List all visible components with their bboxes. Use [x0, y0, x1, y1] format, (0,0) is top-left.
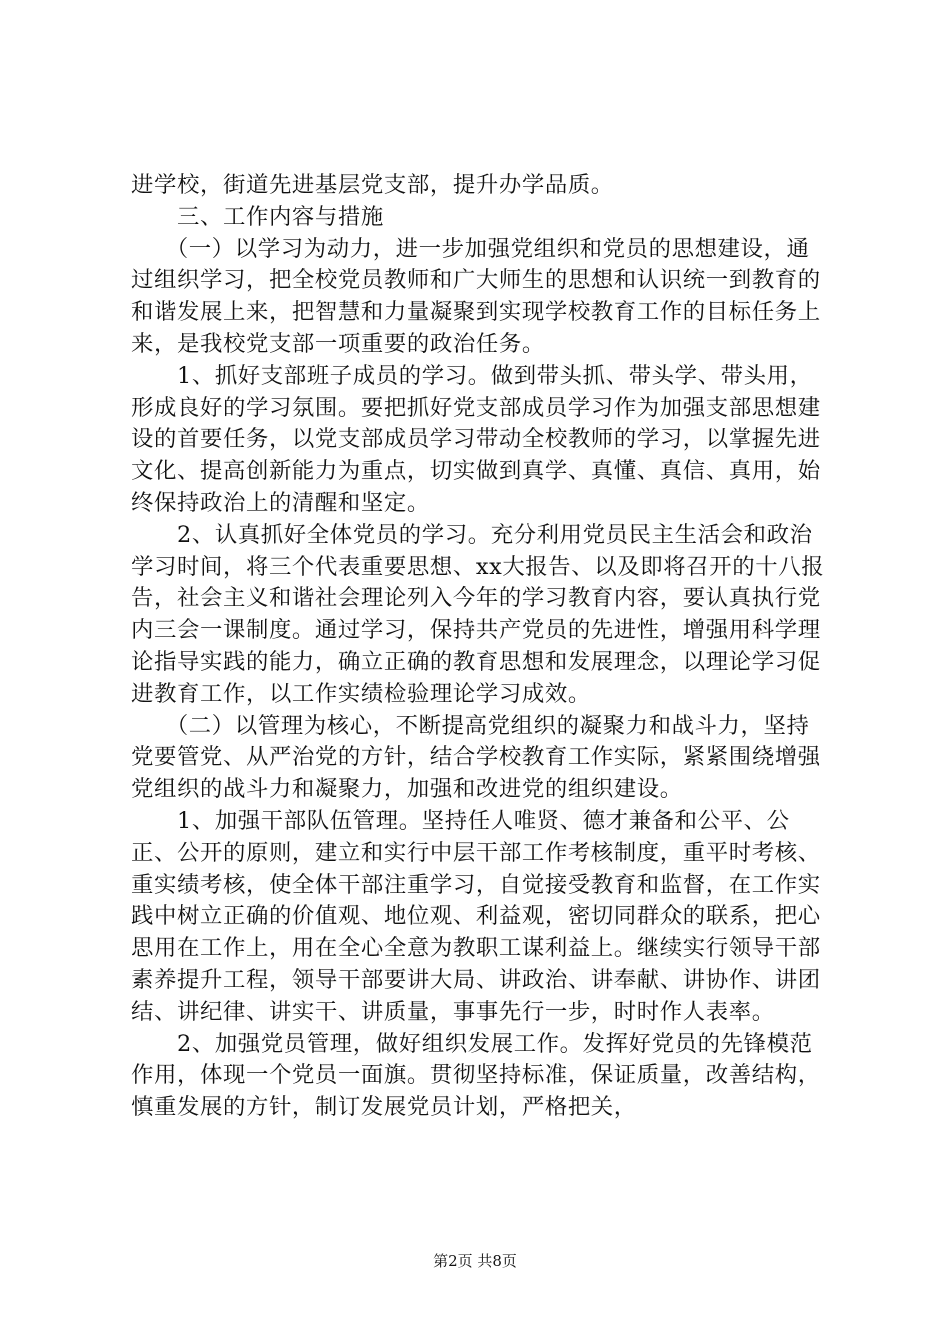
paragraph-member-management: 2、加强党员管理，做好组织发展工作。发挥好党员的先锋模范作用，体现一个党员一面旗。贯彻坚持标准，保证质量，改善结构，慎重发展的方针，制订发展党员计划，严格把关，: [131, 1030, 821, 1121]
document-body: [131, 170, 831, 1124]
section-heading-work-content: 三、工作内容与措施: [131, 203, 384, 230]
paragraph-study-motivation: （一）以学习为动力，进一步加强党组织和党员的思想建设，通过组织学习，把全校党员教师和广大师生的思想和认识统一到教育的和谐发展上来，把智慧和力量凝聚到实现学校教育工作的目标任务上来，是我校党支部一项重要的政治任务。: [131, 235, 821, 357]
paragraph-management-core: （二）以管理为核心，不断提高党组织的凝聚力和战斗力，坚持党要管党、从严治党的方针，结合学校教育工作实际，紧紧围绕增强党组织的战斗力和凝聚力，加强和改进党的组织建设。: [131, 712, 821, 803]
paragraph-continuation: 进学校，街道先进基层党支部，提升办学品质。: [131, 172, 614, 198]
paragraph-cadre-management: 1、加强干部队伍管理。坚持任人唯贤、德才兼备和公平、公正、公开的原则，建立和实行中层干部工作考核制度，重平时考核、重实绩考核，使全体干部注重学习，自觉接受教育和监督，在工作实践中树立正确的价值观、地位观、利益观，密切同群众的联系，把心思用在工作上，用在全心全意为教职工谋利益上。继续实行领导干部素养提升工程，领导干部要讲大局、讲政治、讲奉献、讲协作、讲团结、讲纪律、讲实干、讲质量，事事先行一步，时时作人表率。: [131, 807, 821, 1025]
page-number-footer: 第2页 共8页: [433, 1252, 517, 1270]
paragraph-member-study: 2、认真抓好全体党员的学习。充分利用党员民主生活会和政治学习时间，将三个代表重要思想、xx大报告、以及即将召开的十八报告，社会主义和谐社会理论列入今年的学习教育内容，要认真执行党内三会一课制度。通过学习，保持共产党员的先进性，增强用科学理论指导实践的能力，确立正确的教育思想和发展理念，以理论学习促进教育工作，以工作实绩检验理论学习成效。: [131, 521, 825, 707]
paragraph-branch-study: 1、抓好支部班子成员的学习。做到带头抓、带头学、带头用，形成良好的学习氛围。要把抓好党支部成员学习作为加强支部思想建设的首要任务，以党支部成员学习带动全校教师的学习，以掌握先进文化、提高创新能力为重点，切实做到真学、真懂、真信、真用，始终保持政治上的清醒和坚定。: [131, 362, 821, 516]
